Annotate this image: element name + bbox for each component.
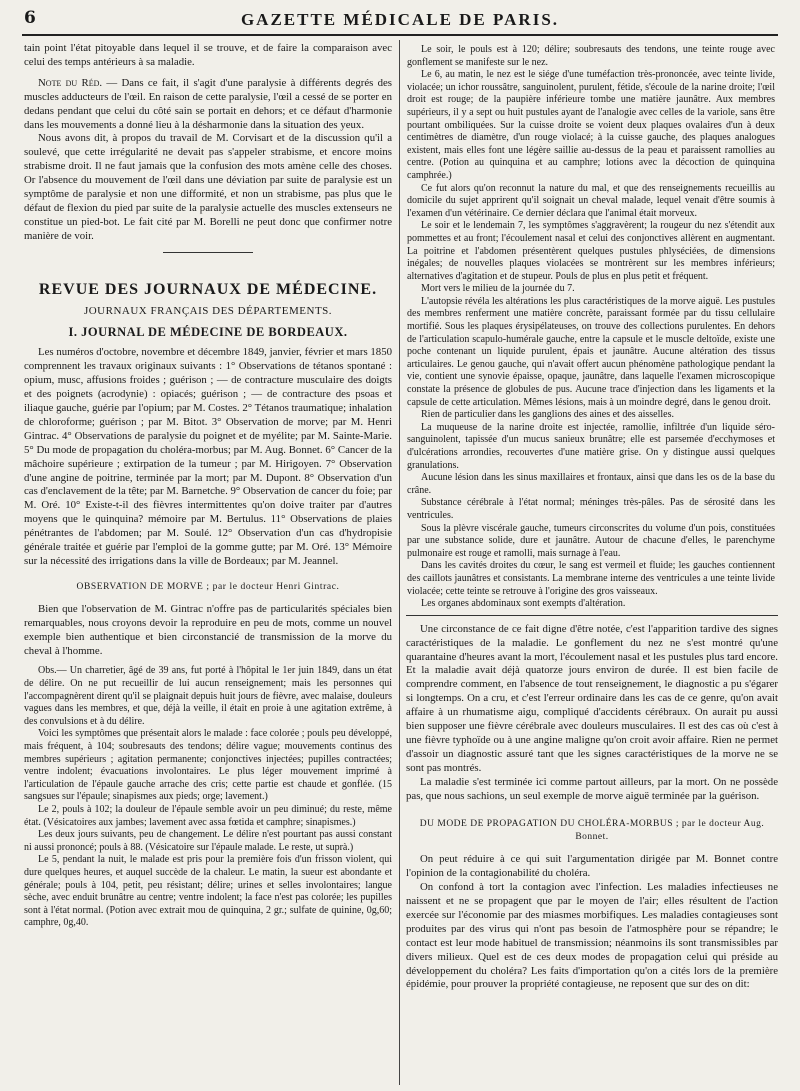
paragraph-aucune: Aucune lésion dans les sinus maxillaires et frontaux, ainsi que dans les os de la base du crâne.	[407, 472, 775, 496]
subheading-journaux: JOURNAUX FRANÇAIS DES DÉPARTEMENTS.	[83, 304, 333, 317]
paragraph-substance: Substance cérébrale à l'état normal; méninges très-pâles. Pas de sérosité dans les ventricules.	[407, 497, 775, 521]
paragraph-le5: Le 5, pendant la nuit, le malade est pris pour la première fois d'un frisson violent, qui dure quelques heures, et auquel succède de la chaleur. Le matin, la sueur est abondante et générale; pouls à 104, petit, peu résistant; délire; urines et selles involontaires; langue sèche, avec enduit brunâtre au centre; ventre indolent; la face n'est pas colorée; les pupilles sont à l'état normal. (Potion avec extrait mou de quinquina, 2 gr.; sulfate de quinine, 0g,60; camphre, 0g,40.	[24, 854, 392, 929]
editor-note	[24, 77, 392, 133]
observation-title: OBSERVATION DE MORVE ; par le docteur Henri Gintrac.	[76, 581, 340, 592]
paragraph-circonstance: Une circonstance de ce fait digne d'être notée, c'est l'apparition tardive des signes caractéristiques de la maladie. Le gonflement du nez ne s'est montré qu'une quarantaine d'heures avant la mort, l'écoulement nasal et les pustules plus tard encore. Et la maladie avait déjà quatorze jours environ de durée. Il est bien facile de comprendre comment, en l'absence de tout renseignement, le diagnostic a pu s'égarer si longtemps. On a cru, et c'est l'erreur ordinaire dans les cas de ce genre, qu'on avait affaire à un rhumatisme aigu, compliqué d'accidents cérébraux. On aurait pu aussi bien supposer une fièvre cérébrale avec douleurs musculaires. Il est des cas où c'est à une fièvre typhoïde ou à une angine maligne qu'on croit avoir affaire. Rien ne permet d'assoir un diagnostic assuré tant que les signes caractéristiques de la morve ne se sont pas montrés.	[406, 622, 778, 774]
paragraph-plevre: Sous la plèvre viscérale gauche, tumeurs circonscrites du volume d'un pois, constituées par une substance solide, dure et jaunâtre. Autour de chacune d'elles, le parenchyme pulmonaire est rouge et ramolli, mais surnage à l'eau.	[407, 522, 775, 559]
paragraph-terminee: La maladie s'est terminée ici comme partout ailleurs, par la mort. On ne possède pas, que nous sachions, un seul exemple de morve aiguë terminée par la guérison.	[406, 775, 778, 802]
paragraph-rien: Rien de particulier dans les ganglions des aines et des aisselles.	[421, 409, 674, 421]
separator-rule	[163, 252, 253, 253]
subheading-bordeaux: I. JOURNAL DE MÉDECINE DE BORDEAUX.	[68, 324, 348, 339]
paragraph-le6: Le 6, au matin, le nez est le siége d'une tuméfaction très-prononcée, avec teinte livide, violacée; un ichor roussâtre, sanguinolent, purulent, fétide, s'écoule de la narine droite; l'œil droit est rouge; de la paupière inférieure tombe une matière jaunâtre. Aux membres supérieurs, il y a sept ou huit pustules ayant de l'analogie avec celles de la variole, sans être pourtant ombiliquées. Sur la cuisse droite se voient deux plaques ovalaires d'un à deux centimètres de diamètre, d'un rouge violacé; à la cuisse gauche, des plaques analogues existent, mais elles font une légère saillie au-dessus de la peau et paraissent ramollies au centre. (Potion au quinquina et au camphre; lotions avec la décoction de quinquina camphrée.)	[407, 69, 775, 181]
paragraph-bien: Bien que l'observation de M. Gintrac n'offre pas de particularités spéciales bien remarquables, nous croyons devoir la reproduire en peu de mots, comme un nouvel exemple bien authentique et bien circonstancié de transmission de la morve du cheval à l'homme.	[24, 602, 392, 657]
paragraph-organes: Les organes abdominaux sont exempts d'altération.	[421, 598, 626, 610]
paragraph-obs: Obs.— Un charretier, âgé de 39 ans, fut porté à l'hôpital le 1er juin 1849, dans un état de délire. On ne put recueillir de lui aucun renseignement; mais les personnes qui l'accompagnèrent dirent qu'il se plaignait depuis huit jours de fièvre, avec malaise, douleurs vagues dans les membres, et que, déjà la veille, il était en proie à une agitation extrême, à des convulsions et à du délire.	[24, 665, 392, 727]
paragraph-mort: Mort vers le milieu de la journée du 7.	[421, 283, 575, 295]
editor-note-text: — Dans ce fait, il s'agit d'une paralysie à différents degrés des muscles adducteurs de l'œil. En raison de cette paralysie, l'œil a cessé de se porter en dedans pendant que celui du côté sain se portait en dehors; et ce défaut d'harmonie dans les mouvements a donné lieu à la désharmonie dans la situation des yeux.	[24, 76, 392, 131]
column-divider	[399, 40, 400, 1085]
paragraph-reduire: On peut réduire à ce qui suit l'argumentation dirigée par M. Bonnet contre l'opinion de la contagionabilité du choléra.	[406, 853, 778, 880]
paragraph-autopsie: L'autopsie révéla les altérations les plus caractéristiques de la morve aiguë. Les pustules des membres renferment une matière concrète, paraissant formée par du tissu cellulaire mortifié. Sous les plaques érysipélateuses, on trouve des collections purulentes. En dehors de l'articulation scapulo-humérale gauche, entre la capsule et le muscle deltoïde, existe une poche contenant un liquide purulent, épais et jaunâtre. Aucune altération des tissus articulaires. Le genou gauche, qui n'avait offert aucun phénomène pathologique pendant la vie, contient une synovie épaisse, opaque, jaunâtre, dans laquelle l'examen microscopique constate la présence de globules de pus. Aucune trace d'injection dans les ligaments et la capsule de cette articulation. Mêmes lésions, mais à un moindre degré, dans le genou droit.	[407, 295, 775, 408]
paragraph-cavites: Dans les cavités droites du cœur, le sang est vermeil et fluide; les gauches contiennent des caillots jaunâtres et consistants. La membrane interne des ventricules a une teinte livide violacée; cette teinte se retrouve à l'origine des gros vaisseaux.	[407, 560, 775, 597]
page-number: 6	[24, 8, 36, 28]
left-column	[24, 42, 392, 1087]
page-header	[22, 6, 778, 36]
paragraph-corvisart: Nous avons dit, à propos du travail de M. Corvisart et de la discussion qu'il a soulevé, que cette irrégularité ne devait pas s'appeler strabisme, et encore moins strabisme droit. Il ne faut jamais que la confusion des mots amène celle des choses. Or l'absence du mouvement de l'œil dans une déviation par suite de paralysie est un symptôme de paralysie et non une difformité, et non un strabisme, pas plus que le défaut de flexion du pied par suite de la paralysie actuelle des muscles extenseurs ne constitue un pied-bot. Le fait cité par M. Borelli ne peut donc que confirmer notre manière de voir.	[24, 132, 392, 242]
paragraph-symptomes: Voici les symptômes que présentait alors le malade : face colorée ; pouls peu développé, mais fréquent, à 104; soubresauts des tendons; délire vague; mouvements continus des membres supérieurs ; agitation permanente; conjonctives injectées; pupilles contractées; ventre indolent; évacuations involontaires. Le plus léger mouvement imprimé à l'articulation de l'épaule gauche arrache des cris; cette partie est chaude et gonflée. (15 sangsues sur l'épaule; sinapismes aux pieds; orge; lavement.)	[24, 728, 392, 803]
observation-continued-box	[406, 42, 778, 616]
paragraph-le7: Le soir et le lendemain 7, les symptômes s'aggravèrent; la rougeur du nez s'étendit aux pommettes et au front; l'écoulement nasal et celui des conjonctives allèrent en augmentant. La poitrine et l'abdomen présentèrent quelques pustules phlyséciées, de dimensions inégales; de nouvelles plaques violacées se montrèrent sur les membres inférieurs; alternatives d'agitation et de stupeur. Pouls de plus en plus petit et fréquent.	[407, 220, 775, 282]
right-column	[406, 42, 778, 1087]
paragraph-confond: On confond à tort la contagion avec l'infection. Les maladies infectieuses ne naissent et ne se propagent que par le moyen de l'air; elles résultent de l'action exercée sur l'économie par des miasmes morbifiques. Les maladies contagieuses sont produites par des virus qui n'ont pas besoin de l'atmosphère pour se répandre; le contact est leur mode habituel de transmission; néanmoins ils sont transmissibles par divers milieux. Quel est de ces deux modes de propagation celui qui préside au développement du choléra? Les faits d'importation qu'on a cités lors de la première épidémie, pour prouver la propriété contagieuse, ne reposent que sur des on dit:	[406, 881, 778, 991]
paragraph-numeros: Les numéros d'octobre, novembre et décembre 1849, janvier, février et mars 1850 comprennent les travaux originaux suivants : 1° Observations de tétanos spontané : opium, musc, affusions froides ; guérison ; — de contracture musculaire des doigts et des poignets (acrodynie) : opiacés; guérison ; — de contracture des psoas et iliaque gauche, guérie par l'opium; par M. Costes. 2° Tétanos traumatique; inhalation de chloroforme; guérison ; par M. Bitot. 3° Observation de morve; par M. Henri Gintrac. 4° Observations de paralysie du poignet et de myélite; par M. Sainte-Marie. 5° Du mode de propagation du choléra-morbus; par M. Aug. Bonnet. 6° Cancer de la mâchoire supérieure ; extirpation de la tumeur ; par M. Hirigoyen. 7° Observation d'une angine de poitrine, terminée par la mort; par M. Dupont. 8° Observation d'un cas d'enclavement de la tête; par M. Barnetche. 9° Observation de cancer du foie; par M. Oré. 10° Existe-t-il des fièvres intermittentes qu'on doive traiter par d'autres moyens que le quinquina? mémoire par M. Bertulus. 11° Observations de plaies pénétrantes de l'abdomen; par M. Soulé. 12° Observation d'un cas d'hydropisie générale traitée et guérie par l'emploi de la gomme gutte; par M. Oré. 13° Mémoire sur la nécessité des irrigations dans la ville de Bordeaux; par M. Jeannel.	[24, 346, 392, 567]
editor-note-label: Note du Réd.	[38, 76, 103, 89]
section-title-cholera: DU MODE DE PROPAGATION DU CHOLÉRA-MORBUS ; par le docteur Aug. Bonnet.	[419, 818, 765, 843]
paragraph-ce-fut: Ce fut alors qu'on reconnut la nature du mal, et que des renseignements recueillis au domicile du sujet apprirent qu'il soignait un cheval malade, lequel venait d'être soumis à l'examen d'un vétérinaire. Ce dernier déclara que l'animal était morveux.	[407, 182, 775, 219]
paragraph-deux-jours: Les deux jours suivants, peu de changement. Le délire n'est pourtant pas aussi constant ni aussi prononcé; pouls à 88. (Vésicatoire sur l'épaule malade. Le reste, ut suprà.)	[24, 829, 392, 853]
paragraph-muqueuse: La muqueuse de la narine droite est injectée, ramollie, infiltrée d'un liquide séro-sanguinolent, tapissée d'un mucus sanieux brunâtre; elle est parsemée d'ecchymoses et d'ulcérations arrondies, recouvertes d'une matière grise. On y distingue aussi quelques granulations.	[407, 421, 775, 471]
paragraph-top: tain point l'état pitoyable dans lequel il se trouve, et de faire la comparaison avec celui des temps antérieurs à sa maladie.	[24, 42, 392, 68]
review-title: REVUE DES JOURNAUX DE MÉDECINE.	[38, 280, 378, 298]
paragraph-le2: Le 2, pouls à 102; la douleur de l'épaule semble avoir un peu diminué; du reste, même état. (Vésicatoires aux jambes; lavement avec assa fœtida et camphre; sinapismes.)	[24, 803, 392, 828]
paragraph-soir: Le soir, le pouls est à 120; délire; soubresauts des tendons, une teinte rouge avec gonflement se manifeste sur le nez.	[407, 44, 775, 68]
journal-title: GAZETTE MÉDICALE DE PARIS.	[240, 10, 560, 29]
